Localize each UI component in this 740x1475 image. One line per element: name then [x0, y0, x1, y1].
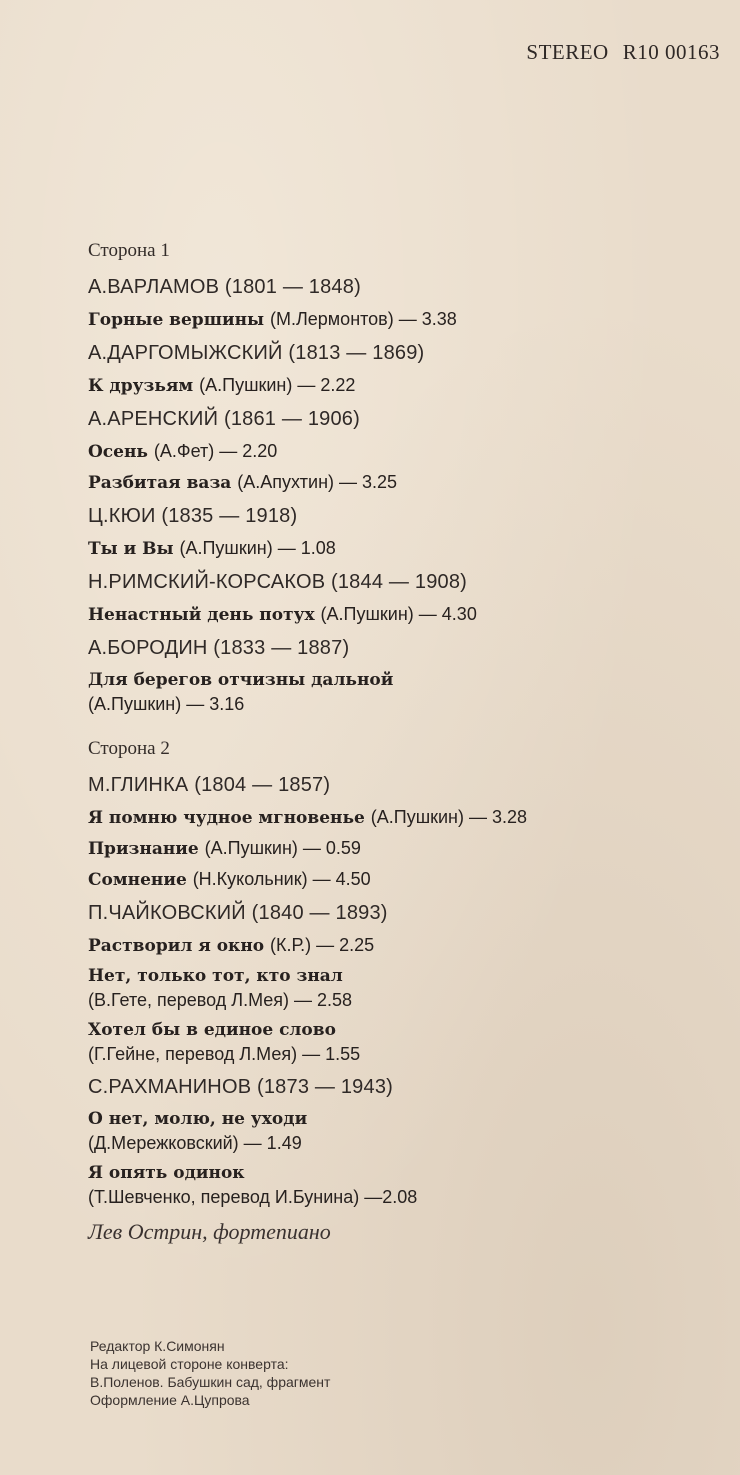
composer-heading: А.БОРОДИН (1833 — 1887) [88, 637, 350, 659]
composer-heading: А.ДАРГОМЫЖСКИЙ (1813 — 1869) [88, 342, 425, 364]
song-title: Хотел бы в единое слово [88, 1020, 336, 1040]
side-label: Сторона 2 [88, 738, 170, 759]
composer-heading: Н.РИМСКИЙ-КОРСАКОВ (1844 — 1908) [88, 571, 468, 593]
song-title: Ненастный день потух [88, 605, 315, 625]
track-listing [88, 240, 708, 1245]
song-title: О нет, молю, не уходи [88, 1109, 308, 1129]
song-entry [88, 1107, 708, 1155]
song-meta: (А.Пушкин) — 0.59 [204, 838, 361, 858]
performer-credit: Лев Острин, фортепиано [88, 1219, 331, 1244]
song-title: Растворил я окно [88, 936, 265, 956]
song-entry [88, 933, 708, 958]
song-title: Разбитая ваза [88, 473, 232, 493]
song-meta: (Н.Кукольник) — 4.50 [192, 869, 371, 889]
credit-line: Редактор К.Симонян [90, 1338, 225, 1354]
song-meta: (Т.Шевченко, перевод И.Бунина) —2.08 [88, 1187, 418, 1207]
song-entry [88, 373, 708, 398]
song-entry [88, 439, 708, 464]
song-entry [88, 668, 708, 716]
song-title: Я помню чудное мгновенье [88, 808, 365, 828]
song-entry [88, 602, 708, 627]
composer-group [88, 571, 708, 627]
side-2 [88, 738, 708, 1209]
song-title: Признание [88, 839, 199, 859]
song-title: К друзьям [88, 376, 194, 396]
song-entry [88, 307, 708, 332]
song-meta: (К.Р.) — 2.25 [270, 935, 375, 955]
song-meta: (А.Пушкин) — 2.22 [199, 375, 356, 395]
composer-group [88, 505, 708, 561]
composer-heading: А.АРЕНСКИЙ (1861 — 1906) [88, 408, 360, 430]
composer-heading: М.ГЛИНКА (1804 — 1857) [88, 774, 331, 796]
composer-heading: С.РАХМАНИНОВ (1873 — 1943) [88, 1076, 394, 1098]
side-1 [88, 240, 708, 716]
composer-group [88, 774, 708, 892]
song-meta: (В.Гете, перевод Л.Мея) — 2.58 [88, 990, 353, 1010]
song-title: Для берегов отчизны дальной [88, 670, 394, 690]
song-meta: (А.Фет) — 2.20 [153, 441, 278, 461]
song-meta: (А.Апухтин) — 3.25 [237, 472, 398, 492]
song-entry [88, 1161, 708, 1209]
catalog-code: R10 00163 [622, 40, 720, 64]
composer-heading: П.ЧАЙКОВСКИЙ (1840 — 1893) [88, 902, 388, 924]
song-title: Ты и Вы [88, 539, 174, 559]
song-meta: (А.Пушкин) — 3.16 [88, 694, 245, 714]
song-meta: (Г.Гейне, перевод Л.Мея) — 1.55 [88, 1044, 361, 1064]
song-meta: (М.Лермонтов) — 3.38 [269, 309, 457, 329]
composer-group [88, 1076, 708, 1209]
stereo-label: STEREO [526, 40, 609, 64]
side-label: Сторона 1 [88, 240, 170, 261]
song-entry [88, 1018, 708, 1066]
credit-line: На лицевой стороне конверта: [90, 1356, 289, 1372]
song-meta: (А.Пушкин) — 1.08 [179, 538, 336, 558]
song-entry [88, 536, 708, 561]
song-entry [88, 867, 708, 892]
composer-heading: А.ВАРЛАМОВ (1801 — 1848) [88, 276, 361, 298]
composer-group [88, 637, 708, 716]
song-entry [88, 964, 708, 1012]
song-title: Я опять одинок [88, 1163, 245, 1183]
song-meta: (Д.Мережковский) — 1.49 [88, 1133, 302, 1153]
song-title: Нет, только тот, кто знал [88, 966, 343, 986]
song-entry [88, 805, 708, 830]
composer-group [88, 276, 708, 332]
song-title: Осень [88, 442, 148, 462]
catalog-number [526, 40, 720, 65]
song-entry [88, 836, 708, 861]
song-entry [88, 470, 708, 495]
credit-line: В.Поленов. Бабушкин сад, фрагмент [90, 1374, 331, 1390]
production-credits [90, 1337, 330, 1409]
song-title: Сомнение [88, 870, 187, 890]
composer-group [88, 342, 708, 398]
credit-line: Оформление А.Цупрова [90, 1392, 250, 1408]
composer-heading: Ц.КЮИ (1835 — 1918) [88, 505, 298, 527]
composer-group [88, 408, 708, 495]
song-meta: (А.Пушкин) — 4.30 [320, 604, 477, 624]
song-meta: (А.Пушкин) — 3.28 [370, 807, 528, 827]
song-title: Горные вершины [88, 310, 265, 330]
composer-group [88, 902, 708, 1066]
